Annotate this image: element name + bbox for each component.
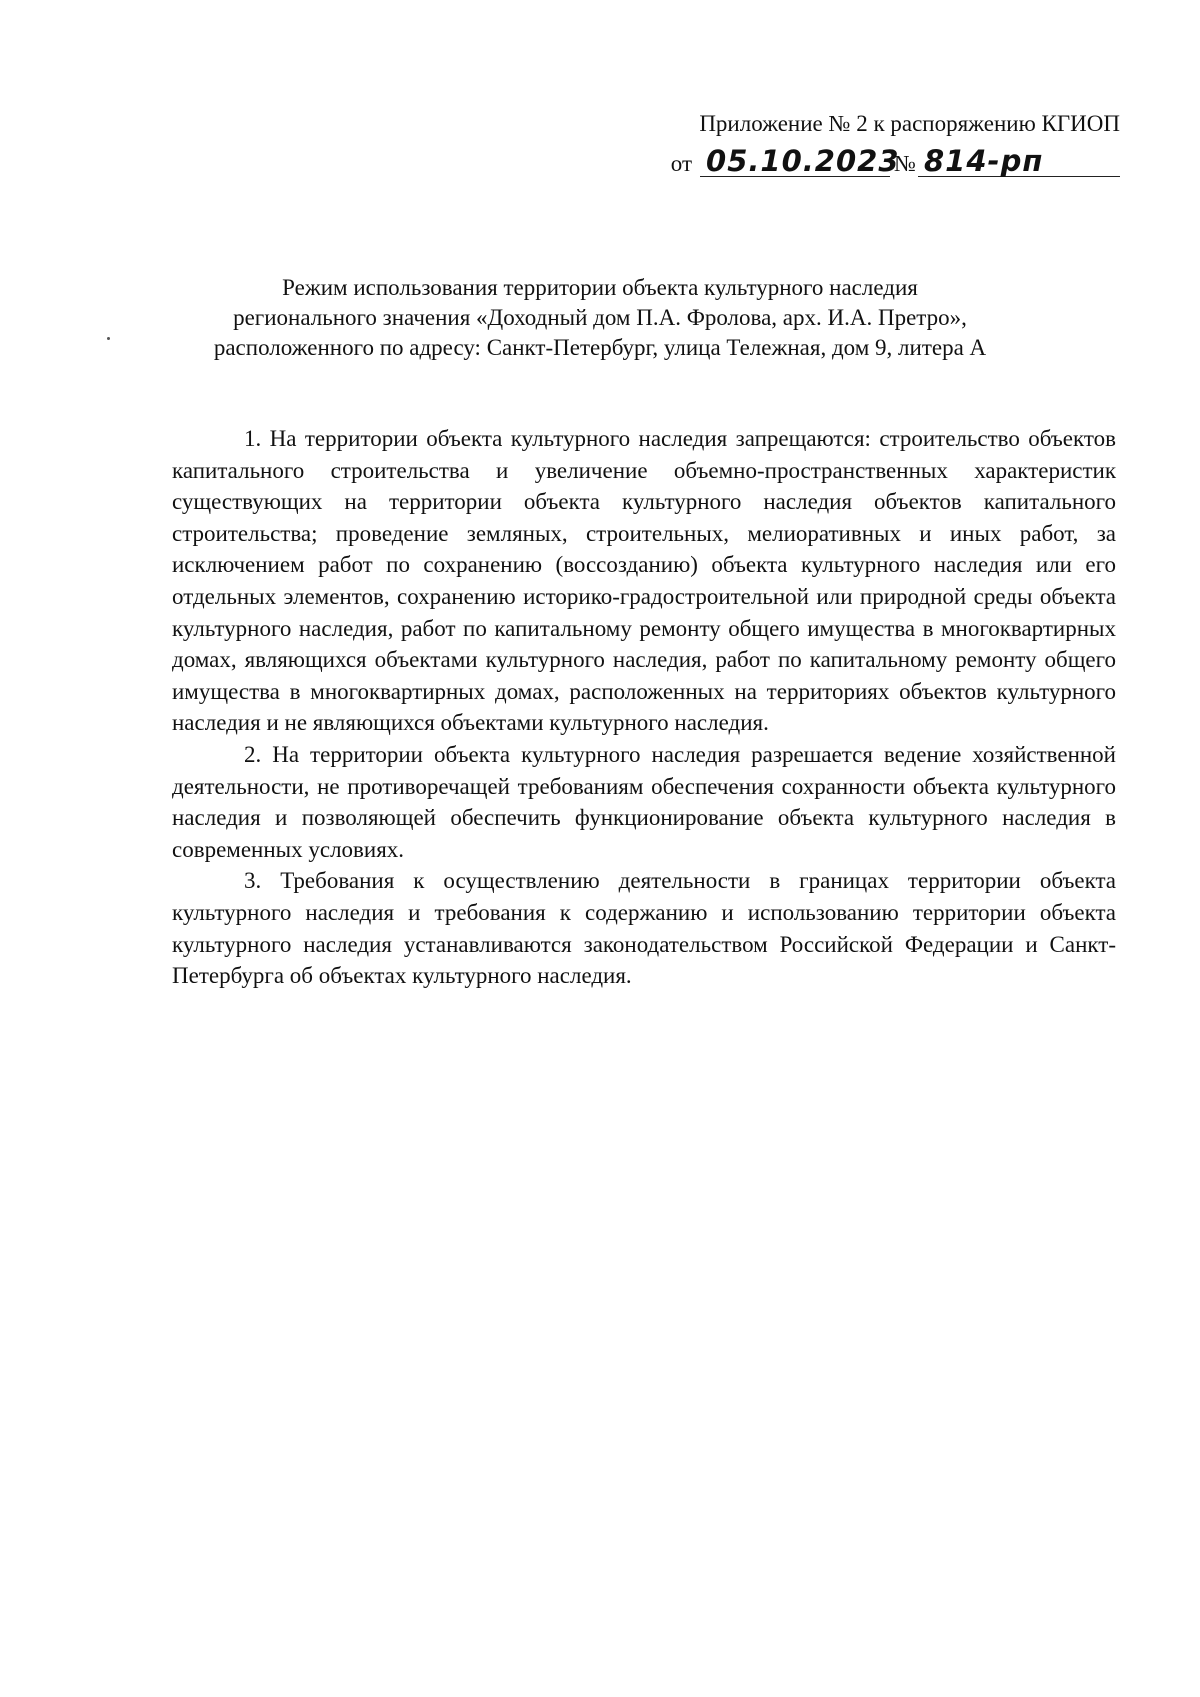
- handwritten-number: 814-рп: [918, 146, 1120, 177]
- heading-line-3: расположенного по адресу: Санкт-Петербург, улица Тележная, дом 9, литера А: [213, 335, 987, 360]
- paragraph-1: 1. На территории объекта культурного наследия запрещаются: строительство объектов капитального строительства и увеличение объемно-пространственных характеристик существующих на территории объекта культурного наследия объектов капитального строительства; проведение земляных, строительных, мелиоративных и иных работ, за исключением работ по сохранению (воссозданию) объекта культурного наследия или его отдельных элементов, сохранению историко-градостроительной или природной среды объекта культурного наследия, работ по капитальному ремонту общего имущества в многоквартирных домах, являющихся объектами культурного наследия, работ по капитальному ремонту общего имущества в многоквартирных домах, расположенных на территориях объектов культурного наследия и не являющихся объектами культурного наследия.: [172, 426, 1116, 736]
- document-body: [172, 423, 1116, 992]
- annex-title: Приложение № 2 к распоряжению КГИОП: [699, 111, 1120, 136]
- annex-number-label: №: [894, 151, 916, 176]
- scan-speck: [107, 337, 110, 340]
- heading-line-2: регионального значения «Доходный дом П.А. Фролова, арх. И.А. Претро»,: [233, 305, 967, 330]
- paragraph-3: 3. Требования к осуществлению деятельности в границах территории объекта культурного наследия и требования к содержанию и использованию территории объекта культурного наследия устанавливаются законодательством Российской Федерации и Санкт-Петербурга об объектах культурного наследия.: [172, 868, 1116, 989]
- handwritten-date: 05.10.2023: [700, 146, 890, 177]
- paragraph-2: 2. На территории объекта культурного наследия разрешается ведение хозяйственной деятельности, не противоречащей требованиям обеспечения сохранности объекта культурного наследия и позволяющей обеспечить функционирование объекта культурного наследия в современных условиях.: [172, 741, 1116, 862]
- annex-from-label: от: [670, 151, 693, 176]
- document-heading: [150, 273, 1050, 363]
- annex-block: [560, 104, 1120, 184]
- annex-date-number-line: [560, 144, 1120, 184]
- heading-line-1: Режим использования территории объекта культурного наследия: [282, 275, 918, 300]
